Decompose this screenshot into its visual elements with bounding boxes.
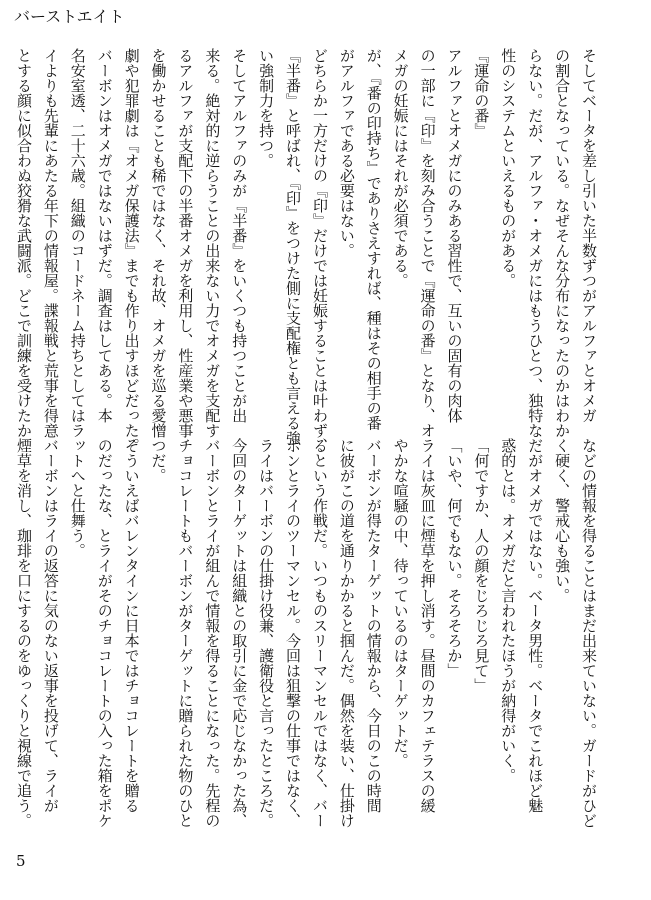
text-line: がアルファである必要はない。	[337, 48, 356, 258]
text-line: い強制力を持つ。	[257, 48, 276, 168]
text-line: く硬く、警戒心も強い。	[553, 438, 572, 603]
text-line: ットへと仕舞う。	[68, 438, 87, 558]
text-line: のだったな、とライがそのチョコレートの入った箱をポケ	[95, 438, 114, 828]
text-line: 「何ですか、人の顔をじろじろ見て」	[472, 438, 491, 693]
text-line: 名安室透、二十六歳。組織のコードネーム持ちとしてはラ	[68, 48, 87, 438]
text-line: の一部に『印』を刻み合うことで『運命の番』となり、オ	[418, 48, 437, 438]
text-line: が、『番の印持ち』でありさえすれば、種はその相手の番	[364, 48, 383, 431]
text-line: るアルファが支配下の半番オメガを利用し、性産業や悪事	[176, 48, 195, 438]
page-number: 5	[16, 852, 26, 870]
text-line: 惑的とは。オメガだと言われたほうが納得がいく。	[499, 438, 518, 783]
running-header: バーストエイト	[14, 7, 125, 26]
text-line: 煙草を消し、珈琲を口にするのをゆっくりと視線で追う。	[14, 438, 33, 828]
text-line: そしてベータを差し引いた半数ずつがアルファとオメガ	[580, 48, 598, 423]
text-line: バーボンが得たターゲットの情報から、今日のこの時間	[364, 438, 383, 813]
text-line: の割合となっている。なぜそんな分布になったのかはわか	[553, 48, 572, 438]
text-line: 『半番』と呼ばれ、『印』をつけた側に支配権とも言える強	[284, 48, 303, 446]
text-line: そういえばバレンタインに日本ではチョコレートを贈る	[122, 438, 141, 813]
text-line: バーボンはオメガではないはずだ。調査はしてある。本	[95, 48, 114, 423]
text-line: 性のシステムといえるものがある。	[499, 48, 518, 288]
text-line: バーボンとライが組んで情報を得ることになった。先程の	[203, 438, 222, 828]
text-line: るという作戦だ。いつものスリーマンセルではなく、バー	[310, 438, 329, 828]
text-line: メガの妊娠にはそれが必須である。	[391, 48, 410, 288]
upper-text-block	[14, 48, 602, 453]
text-line: とする顔に似合わぬ狡猾な武闘派。どこで訓練を受けたか	[14, 48, 33, 438]
lower-text-block	[14, 438, 602, 828]
text-line: やかな喧騒の中、待っているのはターゲットだ。	[391, 438, 410, 768]
text-line: 今回のターゲットは組織との取引に金で応じなかった為、	[230, 438, 249, 828]
text-line: 劇や犯罪劇は『オメガ保護法』までも作り出すほどだった。	[122, 48, 141, 453]
text-line: 「いや、何でもない。そろそろか」	[445, 438, 464, 678]
text-line: などの情報を得ることはまだ出来ていない。ガードがひど	[580, 438, 598, 828]
text-line: そしてアルファのみが『半番』をいくつも持つことが出	[230, 48, 249, 423]
text-line: バーボンはライの返答に気のない返事を投げて、ライが	[41, 438, 60, 813]
text-line: 『運命の番』	[472, 48, 491, 138]
text-line: ライは灰皿に煙草を押し消す。昼間のカフェテラスの緩	[418, 438, 437, 813]
text-line: ライはバーボンの仕掛け役兼、護衛役と言ったところだ。	[257, 438, 276, 828]
text-line: アルファとオメガにのみある習性で、互いの固有の肉体	[445, 48, 464, 423]
text-line: を働かせることも稀ではなく、それ故、オメガを巡る愛憎	[149, 48, 168, 438]
text-line: チョコレートもバーボンがターゲットに贈られた物のひと	[176, 438, 195, 828]
text-line: だがオメガではない。ベータ男性。ベータでこれほど魅	[526, 438, 545, 813]
text-line: つだ。	[149, 438, 168, 483]
text-line: どちらか一方だけの『印』だけでは妊娠することは叶わず、	[310, 48, 329, 453]
text-line: らない。だが、アルファ・オメガにはもうひとつ、独特な	[526, 48, 545, 438]
text-line: 来る。絶対的に逆らうことの出来ない力でオメガを支配す	[203, 48, 222, 438]
text-line: ボンとライのツーマンセル。今回は狙撃の仕事ではなく、	[284, 438, 303, 828]
text-line: イよりも先輩にあたる年下の情報屋。諜報戦と荒事を得意	[41, 48, 60, 438]
text-line: に彼がこの道を通りかかると掴んだ。偶然を装い、仕掛け	[337, 438, 356, 828]
